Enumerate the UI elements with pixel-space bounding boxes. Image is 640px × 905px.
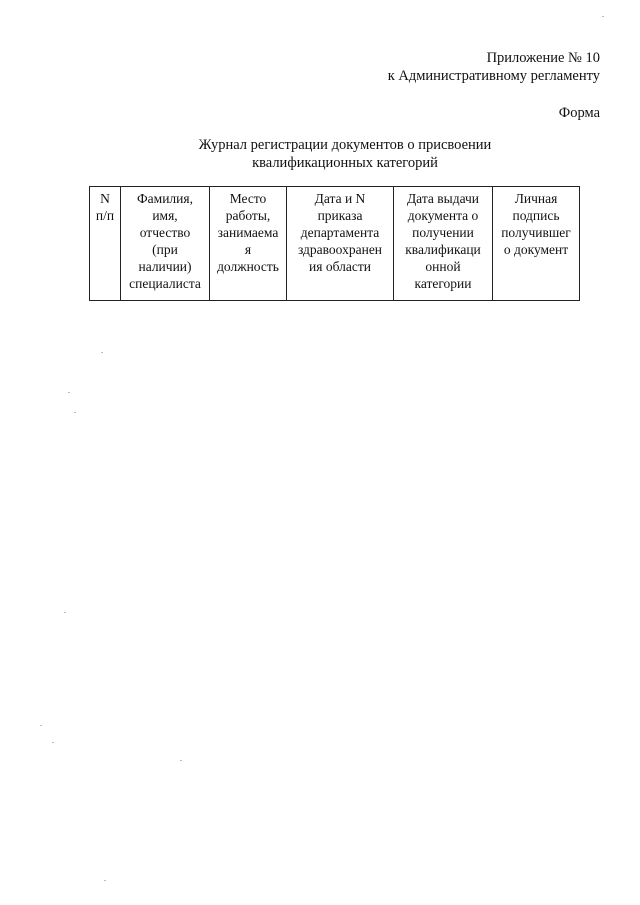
document-title [150, 136, 540, 172]
form-label: Форма [558, 105, 600, 121]
column-header-issue-date: Дата выдачи документа о получении квалификаци онной категории [394, 187, 493, 301]
column-header-specialist-name: Фамилия, имя, отчество (при наличии) специалиста [121, 187, 210, 301]
appendix-number: Приложение № 10 [486, 50, 600, 66]
scan-speck [602, 16, 604, 17]
column-header-number: N п/п [90, 187, 121, 301]
scan-speck [101, 352, 103, 353]
scan-speck [40, 725, 42, 726]
column-header-order-date-number: Дата и N приказа департамента здравоохранен ия области [287, 187, 394, 301]
journal-table [89, 186, 580, 301]
document-title-line-1: Журнал регистрации документов о присвоении [198, 137, 492, 153]
scan-speck [52, 742, 54, 743]
scan-speck [64, 612, 66, 613]
scan-speck [104, 880, 106, 881]
appendix-reference: к Административному регламенту [387, 68, 600, 84]
scan-speck [74, 412, 76, 413]
appendix-header [388, 49, 600, 85]
scan-speck [180, 760, 182, 761]
scan-speck [68, 392, 70, 393]
column-header-workplace-position: Место работы, занимаема я должность [210, 187, 287, 301]
column-header-signature: Личная подпись получившег о документ [493, 187, 580, 301]
journal-table-header-row [90, 187, 580, 301]
document-title-line-2: квалификационных категорий [252, 155, 438, 171]
